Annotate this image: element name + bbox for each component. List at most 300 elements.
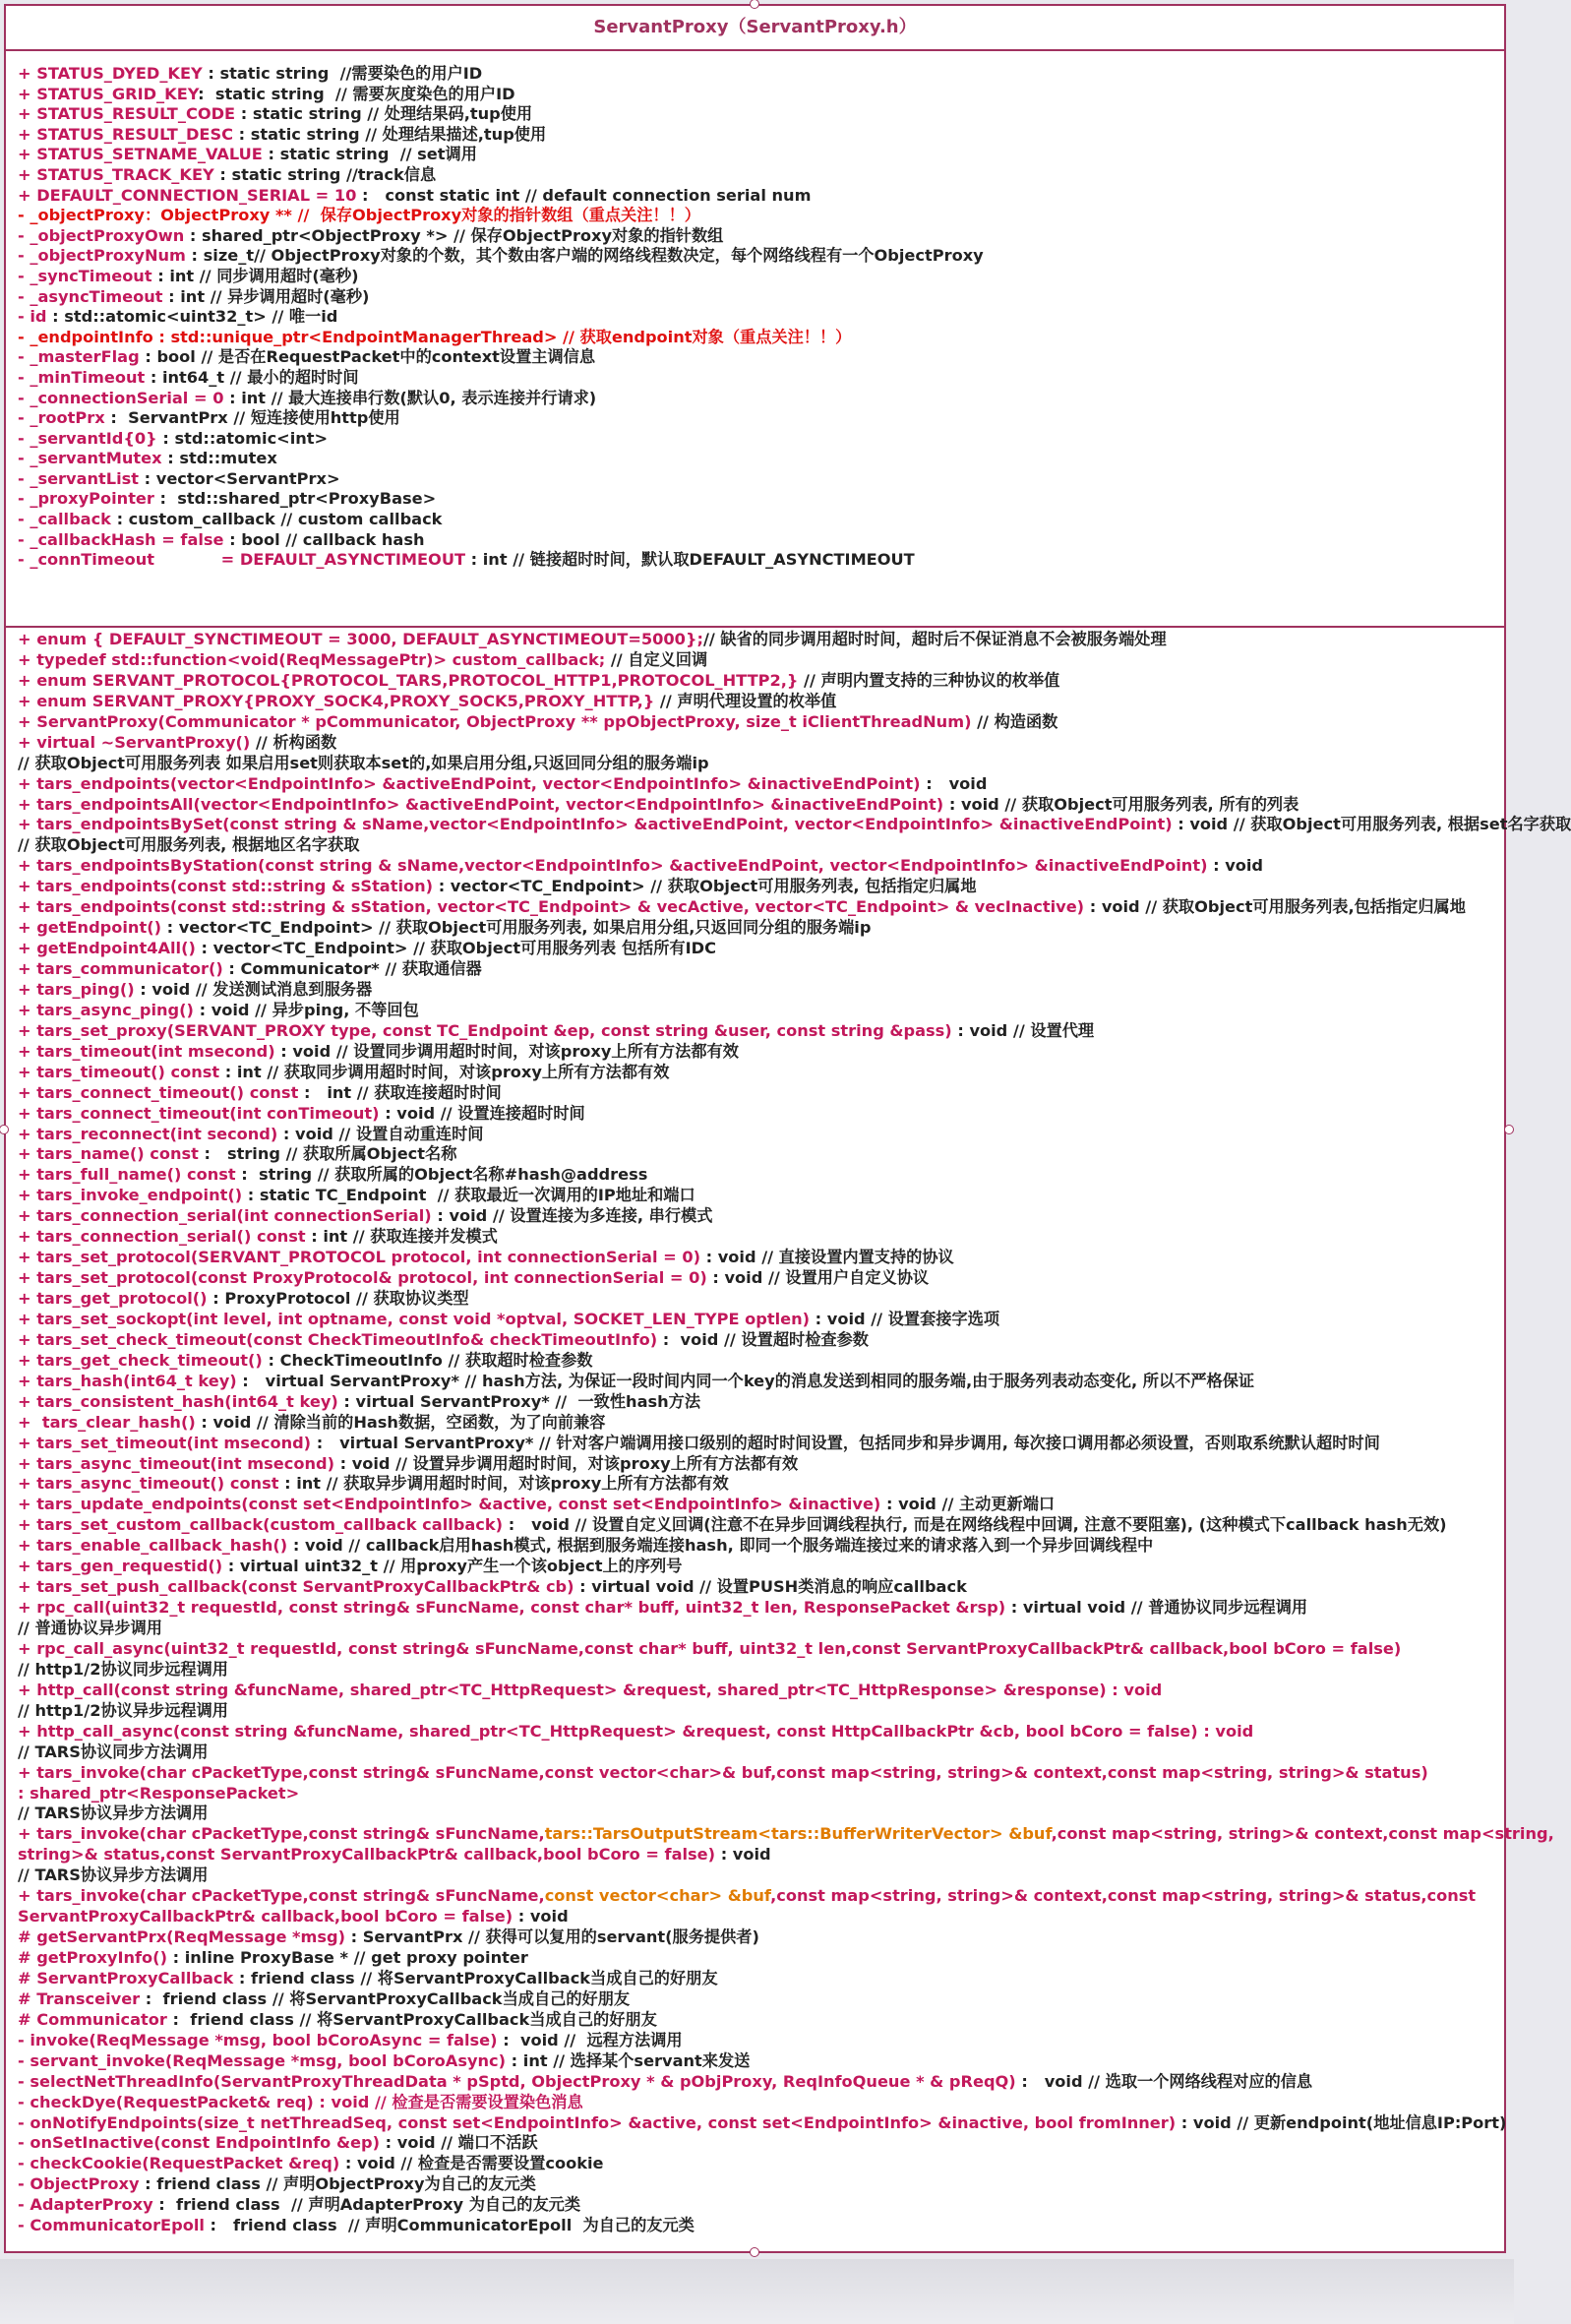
- operation-row: [18, 980, 1504, 1001]
- operation-row-text: + tars_async_timeout() const: [18, 1474, 279, 1494]
- operation-row-text: : void // 异步ping, 不等回包: [193, 1000, 419, 1019]
- operation-row-text: // 声明代理设置的枚举值: [654, 691, 837, 710]
- operation-row-text: # getProxyInfo(): [18, 1948, 167, 1967]
- operation-row-text: : void // 设置同步调用超时时间，对该proxy上所有方法都有效: [274, 1041, 739, 1061]
- operation-row-text: + tars_clear_hash(): [18, 1412, 196, 1432]
- attribute-row: [18, 408, 1504, 429]
- attribute-row-text: : std::shared_ptr<ProxyBase>: [153, 489, 437, 509]
- attribute-row-text: : static string // 处理结果描述,tup使用: [232, 124, 547, 144]
- operation-row-text: + getEndpoint(): [18, 918, 161, 938]
- operation-row-text: + tars_consistent_hash(int64_t key): [18, 1391, 338, 1411]
- operation-row-text: + tars_invoke(char cPacketType,const string& sFuncName,const vector<char>& buf,const map<string, string>& context,const map<string, string>& status): [18, 1762, 1428, 1782]
- operation-row-text: : void // 检查是否需要设置cookie: [339, 2154, 604, 2173]
- operation-row: [18, 1495, 1504, 1515]
- operation-row-text: // TARS协议异步方法调用: [18, 1804, 209, 1823]
- attribute-row: [18, 145, 1504, 165]
- operation-row-text: // TARS协议异步方法调用: [18, 1865, 209, 1885]
- attribute-row-text: : static string // 需要灰度染色的用户ID: [198, 84, 515, 103]
- operation-row: [18, 1248, 1504, 1268]
- operation-row-text: : virtual void // 设置PUSH类消息的响应callback: [574, 1577, 967, 1597]
- operation-row-text: : void // 远程方法调用: [497, 2030, 683, 2049]
- operation-row-text: : virtual ServantProxy* // 一致性hash方法: [337, 1391, 701, 1411]
- attribute-row-text: : static string // set调用: [262, 145, 477, 164]
- operation-row: [18, 1351, 1504, 1372]
- operation-row: [18, 1536, 1504, 1557]
- attribute-row-text: + STATUS_DYED_KEY: [18, 64, 203, 83]
- attribute-row-text: + DEFAULT_CONNECTION_SERIAL = 10: [18, 185, 357, 205]
- operation-row: [18, 1206, 1504, 1227]
- attribute-row-text: : std::mutex: [161, 449, 277, 468]
- operation-row: [18, 1104, 1504, 1125]
- operation-row: [18, 1083, 1504, 1104]
- operation-row-text: + tars_connection_serial(int connectionSerial): [18, 1206, 432, 1226]
- operation-row-text: - ObjectProxy: [18, 2174, 140, 2194]
- operation-row: [18, 1681, 1504, 1701]
- operation-row-text: + tars_async_timeout(int msecond): [18, 1453, 334, 1473]
- operation-row-text: ServantProxyCallbackPtr& callback,bool bCoro = false): [18, 1907, 514, 1926]
- resize-handle-right[interactable]: [1504, 1125, 1514, 1134]
- operation-row: [18, 1310, 1504, 1330]
- attribute-row: [18, 469, 1504, 490]
- operation-row-text: : vector<TC_Endpoint> // 获取Object可用服务列表 包括所有IDC: [195, 939, 716, 958]
- operation-row: [18, 671, 1504, 692]
- operation-row: [18, 1413, 1504, 1434]
- operation-row: [18, 1557, 1504, 1577]
- operation-row-text: : void: [715, 1845, 771, 1865]
- operation-row-text: : void // 设置异步调用超时时间，对该proxy上所有方法都有效: [333, 1453, 799, 1473]
- operation-row-text: : void // 设置超时检查参数: [657, 1329, 869, 1349]
- attribute-row: [18, 530, 1504, 551]
- operation-row-text: : void // 清除当前的Hash数据，空函数，为了向前兼容: [195, 1412, 606, 1432]
- operation-row-text: : static TC_Endpoint // 获取最近一次调用的IP地址和端口: [242, 1186, 695, 1205]
- operation-row-text: + tars_set_check_timeout(const CheckTimeoutInfo& checkTimeoutInfo): [18, 1329, 658, 1349]
- operation-row: [18, 877, 1504, 897]
- attribute-row-text: - _masterFlag: [18, 347, 140, 367]
- operation-row: [18, 1969, 1504, 1989]
- operation-row-text: : friend class // 将ServantProxyCallback当成自己的好朋友: [140, 1988, 631, 2008]
- operation-row: [18, 1763, 1504, 1784]
- attribute-row-text: - _servantList: [18, 468, 140, 488]
- operation-row-text: + tars_invoke(char cPacketType,const string& sFuncName,: [18, 1886, 545, 1906]
- attribute-row-text: : bool // 是否在RequestPacket中的context设置主调信息: [139, 347, 596, 367]
- operation-row-text: : int // 获取同步调用超时时间，对该proxy上所有方法都有效: [219, 1062, 670, 1081]
- operation-row-text: : string // 获取所属的Object名称#hash@address: [235, 1165, 648, 1185]
- operation-row-text: - checkDye(RequestPacket& req) : void // 检查是否需要设置染色消息: [18, 2092, 583, 2111]
- operation-row-text: + tars_reconnect(int second): [18, 1124, 278, 1143]
- operation-row: [18, 1454, 1504, 1475]
- operation-row: [18, 774, 1504, 795]
- operation-row-text: // 自定义回调: [605, 649, 708, 669]
- operation-row-text: + http_call(const string &funcName, shared_ptr<TC_HttpRequest> &request, shared_ptr<TC_HttpResponse> &response) : void: [18, 1680, 1163, 1699]
- operation-row: [18, 1927, 1504, 1948]
- operation-row-text: : inline ProxyBase * // get proxy pointer: [166, 1948, 528, 1967]
- operation-row-text: string>& status,const ServantProxyCallbackPtr& callback,bool bCoro = false): [18, 1845, 716, 1865]
- operation-row-text: // 析构函数: [250, 732, 337, 752]
- operation-row: [18, 1289, 1504, 1310]
- operation-row-text: + virtual ~ServantProxy(): [18, 732, 251, 752]
- operation-row-text: ,const map<string, string>& context,const map<string, string>& status,const: [770, 1886, 1477, 1906]
- operation-row-text: + tars_connect_timeout() const: [18, 1082, 299, 1102]
- attribute-row-text: : int // 异步调用超时(毫秒): [162, 286, 370, 306]
- attribute-row: [18, 246, 1504, 267]
- attribute-row: [18, 125, 1504, 146]
- operation-row: [18, 918, 1504, 939]
- operation-row: [18, 1804, 1504, 1824]
- attribute-row-text: - _rootPrx: [18, 408, 105, 428]
- attribute-row: [18, 267, 1504, 287]
- operation-row-text: // 获取Object可用服务列表, 根据地区名字获取: [18, 835, 360, 855]
- operation-row: [18, 692, 1504, 712]
- attribute-row-text: - _objectProxyOwn: [18, 225, 185, 245]
- operation-row-text: + tars_update_endpoints(const set<EndpointInfo> &active, const set<EndpointInfo> &inactive): [18, 1495, 881, 1514]
- operation-row-text: + tars_invoke_endpoint(): [18, 1186, 243, 1205]
- operation-row-text: # Communicator: [18, 2009, 167, 2029]
- attribute-row-text: - _syncTimeout: [18, 266, 152, 285]
- operation-row-text: + enum SERVANT_PROTOCOL{PROTOCOL_TARS,PROTOCOL_HTTP1,PROTOCOL_HTTP2,}: [18, 670, 799, 690]
- operation-row-text: + enum { DEFAULT_SYNCTIMEOUT = 3000, DEFAULT_ASYNCTIMEOUT=5000};: [18, 630, 703, 648]
- operation-row-text: : vector<TC_Endpoint> // 获取Object可用服务列表, 如果启用分组,只返回同分组的服务端ip: [161, 918, 872, 938]
- operation-row-text: # ServantProxyCallback: [18, 1968, 234, 1988]
- operation-row-text: + tars_communicator(): [18, 959, 223, 978]
- operation-row-text: - checkCookie(RequestPacket &req): [18, 2154, 340, 2173]
- attribute-row-text: + STATUS_TRACK_KEY: [18, 164, 214, 184]
- operation-row-text: + tars_endpoints(const std::string & sStation, vector<TC_Endpoint> & vecActive, vector<TC_Endpoint> & vecInactive): [18, 897, 1085, 917]
- operation-row-text: : string // 获取所属Object名称: [198, 1144, 457, 1164]
- operation-row: [18, 2112, 1507, 2134]
- operation-row-text: // 声明内置支持的三种协议的枚举值: [798, 670, 1060, 690]
- attribute-row: [18, 186, 1504, 207]
- operation-row: [18, 630, 1504, 650]
- attribute-row: [18, 64, 1504, 85]
- attribute-row-text: - _objectProxy：ObjectProxy ** // 保存ObjectProxy对象的指针数组（重点关注！！）: [18, 206, 700, 225]
- operation-row: [18, 1701, 1504, 1722]
- operation-row-text: + tars_connect_timeout(int conTimeout): [18, 1103, 380, 1123]
- attribute-row: [18, 104, 1504, 125]
- attribute-row: [18, 449, 1504, 469]
- operation-row: [18, 1042, 1504, 1063]
- operation-row-text: + enum SERVANT_PROXY{PROXY_SOCK4,PROXY_SOCK5,PROXY_HTTP,}: [18, 691, 655, 710]
- operation-row: [18, 1021, 1504, 1042]
- operation-row-text: // http1/2协议异步远程调用: [18, 1700, 228, 1720]
- operation-row-text: # getServantPrx(ReqMessage *msg): [18, 1927, 346, 1947]
- operation-row-text: : virtual uint32_t // 用proxy产生一个该object上的序列号: [222, 1557, 683, 1576]
- operation-row-text: + typedef std::function<void(ReqMessagePtr)> custom_callback;: [18, 649, 606, 669]
- operation-row-text: // 获取Object可用服务列表 如果启用set则获取本set的,如果启用分组,只返回同分组的服务端ip: [18, 753, 709, 772]
- operation-row-text: : friend class // 将ServantProxyCallback当成自己的好朋友: [166, 2009, 657, 2029]
- operation-row: [18, 1227, 1504, 1248]
- operation-row: [18, 2093, 1504, 2113]
- attribute-row: [18, 206, 1504, 226]
- operation-row: [18, 795, 1504, 816]
- operation-row-text: # Transceiver: [18, 1988, 141, 2008]
- operation-row-text: : int // 获取连接并发模式: [305, 1227, 498, 1247]
- operation-row-text: // 缺省的同步调用超时时间，超时后不保证消息不会被服务端处理: [702, 630, 1167, 648]
- operation-row-text: : void: [920, 773, 988, 793]
- operation-row: [18, 1125, 1504, 1145]
- attribute-row-text: - _callbackHash = false: [18, 529, 224, 549]
- operation-row: [18, 712, 1504, 733]
- attribute-row: [18, 510, 1504, 530]
- operation-row-text: + tars_hash(int64_t key): [18, 1371, 237, 1390]
- class-title: ServantProxy（ServantProxy.h）: [6, 6, 1504, 51]
- operation-row: [18, 1165, 1504, 1186]
- resize-handle-bottom[interactable]: [750, 2247, 759, 2257]
- operation-row: [18, 2010, 1504, 2031]
- operation-row-text: - onSetInactive(const EndpointInfo &ep): [18, 2133, 381, 2153]
- operation-row: [18, 1372, 1504, 1392]
- operation-row: [18, 835, 1504, 856]
- attribute-row-text: - id: [18, 307, 47, 327]
- operation-row-text: : vector<TC_Endpoint> // 获取Object可用服务列表, 包括指定归属地: [433, 877, 977, 896]
- operation-row-text: + rpc_call(uint32_t requestId, const string& sFuncName, const char* buff, uint32_t len, ResponsePacket &rsp): [18, 1598, 1006, 1618]
- operations-section: [6, 628, 1571, 2236]
- operation-row: [18, 959, 1504, 980]
- operation-row: [18, 733, 1504, 754]
- operation-row-text: : Communicator* // 获取通信器: [222, 959, 482, 978]
- operation-row-text: // 普通协议异步调用: [18, 1619, 162, 1637]
- operation-row: [18, 2031, 1504, 2051]
- operation-row-text: - onNotifyEndpoints(size_t netThreadSeq, const set<EndpointInfo> &active, const set<EndpointInfo> &inactive, bool fromInner): [18, 2112, 1177, 2132]
- operation-row-text: + tars_set_timeout(int msecond): [18, 1433, 312, 1452]
- operation-row-text: + tars_set_protocol(SERVANT_PROTOCOL protocol, int connectionSerial = 0): [18, 1248, 700, 1267]
- attribute-row-text: : vector<ServantPrx>: [139, 468, 340, 488]
- operation-row: [18, 1639, 1504, 1660]
- operation-row: [18, 1886, 1504, 1907]
- operation-row-text: + tars_ping(): [18, 979, 135, 999]
- attribute-row-text: : std::atomic<uint32_t> // 唯一id: [46, 307, 338, 327]
- operation-row-text: : void // callback启用hash模式, 根据到服务端连接hash, 即同一个服务端连接过来的请求落入到一个异步回调线程中: [287, 1536, 1154, 1556]
- attribute-row-text: : ServantPrx // 短连接使用http使用: [104, 408, 400, 428]
- operation-row: [18, 1474, 1504, 1495]
- operation-row-text: : int // 获取异步调用超时时间，对该proxy上所有方法都有效: [278, 1474, 729, 1494]
- operation-row-text: + ServantProxy(Communicator * pCommunicator, ObjectProxy ** ppObjectProxy, size_t iClientThreadNum): [18, 711, 972, 731]
- operation-row-text: + tars_timeout(int msecond): [18, 1041, 275, 1061]
- operation-row: [18, 1515, 1504, 1536]
- operation-row-text: + getEndpoint4All(): [18, 939, 196, 958]
- attribute-row-text: + STATUS_GRID_KEY: [18, 84, 199, 103]
- operation-row-text: : friend class // 将ServantProxyCallback当成自己的好朋友: [233, 1968, 718, 1988]
- operation-row-text: + tars_endpointsByStation(const string & sName,vector<EndpointInfo> &activeEndPoint, vector<EndpointInfo> &inactiveEndPoint): [18, 856, 1208, 876]
- attribute-row-text: - _endpointInfo : std::unique_ptr<EndpointManagerThread> // 获取endpoint对象（重点关注！！）: [18, 327, 852, 346]
- operation-row-text: : void // 主动更新端口: [880, 1495, 1056, 1514]
- operation-row-text: : void // 更新endpoint(地址信息IP:Port): [1176, 2112, 1507, 2132]
- operation-row: [18, 856, 1504, 877]
- operation-row-text: - selectNetThreadInfo(ServantProxyThreadData * pSptd, ObjectProxy * & pObjProxy, ReqInfoQueue * & pReqQ): [18, 2071, 1016, 2091]
- attribute-row-text: + STATUS_RESULT_CODE: [18, 104, 236, 124]
- operation-row-text: : void // 设置用户自定义协议: [706, 1268, 930, 1288]
- attribute-row: [18, 328, 1504, 348]
- operation-row: [18, 1989, 1504, 2010]
- attribute-row-text: - _servantMutex: [18, 449, 162, 468]
- operation-row-text: + tars_enable_callback_hash(): [18, 1536, 288, 1556]
- operation-row-text: // 构造函数: [971, 711, 1058, 731]
- operation-row-text: - AdapterProxy: [18, 2195, 153, 2215]
- attribute-row-text: : static string //需要染色的用户ID: [202, 64, 483, 83]
- operation-row-text: + tars_get_protocol(): [18, 1289, 208, 1308]
- attribute-row: [18, 85, 1504, 105]
- operation-row: [18, 2072, 1504, 2093]
- operation-row-text: : void // 设置连接超时时间: [379, 1103, 585, 1123]
- operation-row: [18, 1434, 1504, 1454]
- attribute-row-text: : int // 最大连接串行数(默认0, 表示连接并行请求): [223, 388, 597, 407]
- attribute-row-text: : static string // 处理结果码,tup使用: [235, 104, 533, 124]
- operation-row: [18, 1330, 1504, 1351]
- attribute-row: [18, 550, 1504, 571]
- operation-row: [18, 1743, 1504, 1763]
- operation-row-text: : ProxyProtocol // 获取协议类型: [207, 1289, 469, 1308]
- attribute-row-text: : size_t// ObjectProxy对象的个数，其个数由客户端的网络线程数决定，每个网络线程有一个ObjectProxy: [185, 246, 984, 266]
- operation-row: [18, 1598, 1504, 1619]
- operation-row-text: // TARS协议同步方法调用: [18, 1742, 209, 1761]
- operation-row-text: : void // 设置自定义回调(注意不在异步回调线程执行, 而是在网络线程中回调, 注意不要阻塞), (这种模式下callback hash无效): [503, 1515, 1447, 1535]
- attributes-section: [6, 51, 1504, 628]
- attribute-row-text: : const static int // default connection serial num: [356, 185, 812, 205]
- operation-row-text: + tars_endpoints(vector<EndpointInfo> &activeEndPoint, vector<EndpointInfo> &inactiveEndPoint): [18, 773, 921, 793]
- operation-row-text: // http1/2协议同步远程调用: [18, 1659, 228, 1679]
- operation-row-text: + tars_endpoints(const std::string & sStation): [18, 877, 434, 896]
- attribute-row-text: - _proxyPointer: [18, 489, 154, 509]
- canvas-background: [0, 2259, 1514, 2324]
- operation-row: [18, 1392, 1504, 1413]
- operation-row-text: + tars_set_push_callback(const ServantProxyCallbackPtr& cb): [18, 1577, 574, 1597]
- operation-row-text: : void // 直接设置内置支持的协议: [700, 1248, 954, 1267]
- operation-row: [18, 1063, 1504, 1083]
- attribute-row: [18, 165, 1504, 186]
- operation-row: [18, 1865, 1504, 1886]
- operation-row: [18, 2216, 1504, 2236]
- operation-row-text: + tars_set_sockopt(int level, int optname, const void *optval, SOCKET_LEN_TYPE optlen): [18, 1309, 811, 1328]
- attribute-row: [18, 429, 1504, 450]
- attribute-row-text: : int // 链接超时时间，默认取DEFAULT_ASYNCTIMEOUT: [465, 550, 915, 570]
- operation-row: [18, 1784, 1504, 1804]
- attribute-row-text: + STATUS_SETNAME_VALUE: [18, 145, 263, 164]
- operation-row-text: + tars_name() const: [18, 1144, 199, 1164]
- operation-row-text: : virtual void // 普通协议同步远程调用: [1005, 1598, 1308, 1618]
- operation-row-text: : void // 设置自动重连时间: [277, 1124, 484, 1143]
- operation-row-text: : friend class // 声明ObjectProxy为自己的友元类: [139, 2174, 536, 2194]
- operation-row-text: + rpc_call_async(uint32_t requestId, const string& sFuncName,const char* buff, uint32_t len,const ServantProxyCallbackPtr& callback,bool bCoro = false): [18, 1638, 1402, 1658]
- attribute-row-text: : int64_t // 最小的超时时间: [145, 367, 359, 387]
- operation-row-text: ,const map<string, string>& context,const map<string,: [1051, 1824, 1554, 1844]
- operation-row: [18, 2154, 1504, 2174]
- operation-row-text: : int // 选择某个servant来发送: [506, 2050, 751, 2070]
- operation-row: [18, 1660, 1504, 1681]
- operation-row-text: - servant_invoke(ReqMessage *msg, bool bCoroAsync): [18, 2050, 507, 2070]
- operation-row-text: : void // 发送测试消息到服务器: [134, 979, 373, 999]
- operation-row-text: : friend class // 声明AdapterProxy 为自己的友元类: [152, 2195, 581, 2215]
- operation-row-text: : void // 获取Object可用服务列表, 所有的列表: [943, 794, 1299, 814]
- operation-row-text: + tars_endpointsAll(vector<EndpointInfo> &activeEndPoint, vector<EndpointInfo> &inactiveEndPoint): [18, 794, 944, 814]
- operation-row-text: + tars_endpointsBySet(const string & sName,vector<EndpointInfo> &activeEndPoint, vector<EndpointInfo> &inactiveEndPoint): [18, 815, 1173, 834]
- attribute-row-text: + STATUS_RESULT_DESC: [18, 124, 233, 144]
- operation-row: [18, 1186, 1504, 1206]
- operation-row-text: : void // 选取一个网络线程对应的信息: [1015, 2071, 1313, 2091]
- operation-row-text: + tars_async_ping(): [18, 1000, 194, 1019]
- operation-row: [18, 1144, 1504, 1165]
- attribute-row: [18, 226, 1504, 247]
- attribute-row-text: - _connTimeout = DEFAULT_ASYNCTIMEOUT: [18, 550, 466, 570]
- operation-row: [18, 650, 1504, 671]
- operation-row-text: + tars_invoke(char cPacketType,const string& sFuncName,: [18, 1824, 545, 1844]
- operation-row: [18, 1577, 1504, 1598]
- operation-row: [18, 1824, 1554, 1845]
- operation-row-text: : friend class // 声明CommunicatorEpoll 为自己的友元类: [204, 2216, 695, 2235]
- attribute-row-text: : static string //track信息: [213, 164, 437, 184]
- operation-row: [18, 2195, 1504, 2216]
- operation-row-text: const vector<char> &buf: [544, 1886, 771, 1906]
- attribute-row-text: : shared_ptr<ObjectProxy *> // 保存ObjectProxy对象的指针数组: [184, 225, 724, 245]
- operation-row-text: : void: [1207, 856, 1264, 876]
- attribute-row-text: - _connectionSerial = 0: [18, 388, 224, 407]
- operation-row-text: + tars_gen_requestid(): [18, 1557, 223, 1576]
- attribute-row: [18, 287, 1504, 308]
- operation-row: [18, 1268, 1504, 1289]
- operation-row-text: : void // 设置套接字选项: [810, 1309, 1000, 1328]
- attribute-row-text: - _callback: [18, 510, 111, 529]
- operation-row-text: + tars_set_custom_callback(custom_callback callback): [18, 1515, 504, 1535]
- attribute-row-text: : custom_callback // custom callback: [110, 510, 443, 529]
- operation-row-text: - CommunicatorEpoll: [18, 2216, 205, 2235]
- operation-row: [18, 754, 1504, 774]
- operation-row-text: : void // 获取Object可用服务列表, 根据set名字获取: [1172, 815, 1571, 834]
- operation-row-text: + tars_full_name() const: [18, 1165, 236, 1185]
- operation-row-text: : void // 设置代理: [951, 1020, 1095, 1040]
- operation-row: [18, 897, 1504, 918]
- operation-row-text: : int // 获取连接超时时间: [298, 1082, 502, 1102]
- operation-row-text: + tars_get_check_timeout(): [18, 1350, 263, 1370]
- attribute-row: [18, 347, 1504, 368]
- uml-class-box[interactable]: [4, 4, 1571, 2253]
- operation-row: [18, 815, 1571, 835]
- operation-row: [18, 1722, 1504, 1743]
- operation-row: [18, 1907, 1504, 1927]
- operation-row-text: : void // 获取Object可用服务列表,包括指定归属地: [1084, 897, 1466, 917]
- operation-row: [18, 1845, 1504, 1865]
- operation-row-text: + tars_set_protocol(const ProxyProtocol& protocol, int connectionSerial = 0): [18, 1268, 707, 1288]
- operation-row-text: tars::TarsOutputStream<tars::BufferWriterVector> &buf: [544, 1824, 1052, 1844]
- operation-row-text: : void // 设置连接为多连接, 串行模式: [431, 1206, 713, 1226]
- operation-row-text: + tars_connection_serial() const: [18, 1227, 306, 1247]
- attribute-row: [18, 368, 1504, 389]
- operation-row-text: - invoke(ReqMessage *msg, bool bCoroAsync = false): [18, 2030, 498, 2049]
- operation-row: [18, 1001, 1504, 1021]
- attribute-row-text: : bool // callback hash: [223, 529, 425, 549]
- attribute-row: [18, 389, 1504, 409]
- attribute-row-text: - _minTimeout: [18, 367, 146, 387]
- attribute-row-text: : int // 同步调用超时(毫秒): [151, 266, 359, 285]
- attribute-row-text: : std::atomic<int>: [156, 428, 329, 448]
- operation-row-text: : void: [513, 1907, 569, 1926]
- attribute-row: [18, 307, 1504, 328]
- operation-row: [18, 2051, 1504, 2072]
- operation-row-text: : void // 端口不活跃: [380, 2133, 538, 2153]
- attribute-row-text: - _asyncTimeout: [18, 286, 163, 306]
- operation-row-text: + tars_timeout() const: [18, 1062, 220, 1081]
- operation-row-text: : virtual ServantProxy* // hash方法, 为保证一段时间内同一个key的消息发送到相同的服务端,由于服务列表动态变化, 所以不严格保证: [236, 1371, 1255, 1390]
- operation-row: [18, 939, 1504, 959]
- operation-row: [18, 1948, 1504, 1969]
- operation-row: [18, 2174, 1504, 2195]
- operation-row: [18, 2133, 1504, 2154]
- operation-row-text: : ServantPrx // 获得可以复用的servant(服务提供者): [345, 1927, 759, 1947]
- operation-row-text: + http_call_async(const string &funcName, shared_ptr<TC_HttpRequest> &request, const HttpCallbackPtr &cb, bool bCoro = false) : void: [18, 1721, 1254, 1741]
- operation-row: [18, 1619, 1504, 1639]
- operation-row-text: + tars_set_proxy(SERVANT_PROXY type, const TC_Endpoint &ep, const string &user, const string &pass): [18, 1020, 952, 1040]
- attribute-row-text: - _servantId{0}: [18, 428, 157, 448]
- operation-row-text: : CheckTimeoutInfo // 获取超时检查参数: [262, 1350, 593, 1370]
- attribute-row: [18, 489, 1504, 510]
- operation-row-text: : shared_ptr<ResponsePacket>: [18, 1783, 300, 1803]
